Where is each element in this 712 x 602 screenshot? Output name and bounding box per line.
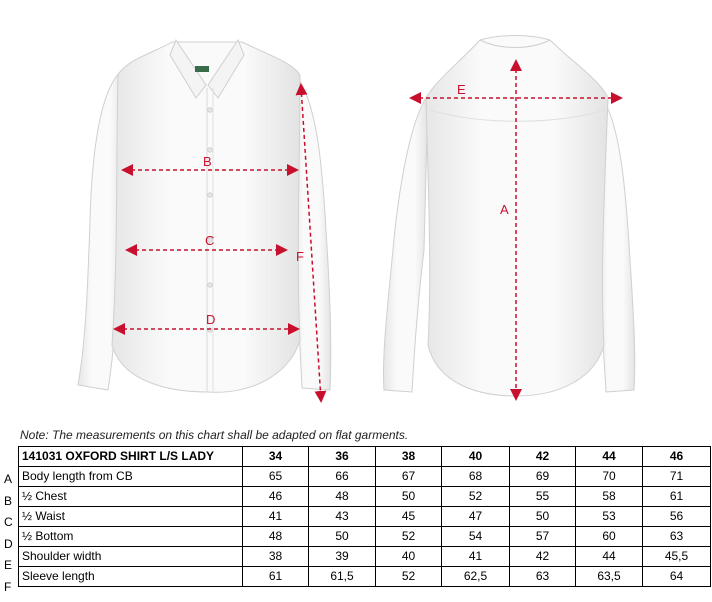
- row-label: ½ Chest: [19, 487, 243, 507]
- table-cell: 57: [510, 527, 576, 547]
- table-row: [19, 507, 711, 527]
- row-key-column: [4, 469, 18, 598]
- table-cell: 41: [442, 547, 510, 567]
- row-label: Sleeve length: [19, 567, 243, 587]
- table-cell: 61: [643, 487, 711, 507]
- size-header: 44: [576, 447, 643, 467]
- table-row: [19, 467, 711, 487]
- table-cell: 40: [376, 547, 442, 567]
- table-cell: 42: [510, 547, 576, 567]
- back-shirt: [383, 36, 634, 397]
- table-cell: 45: [376, 507, 442, 527]
- table-cell: 70: [576, 467, 643, 487]
- size-header: 46: [643, 447, 711, 467]
- row-label: ½ Waist: [19, 507, 243, 527]
- row-label: ½ Bottom: [19, 527, 243, 547]
- table-cell: 55: [510, 487, 576, 507]
- table-cell: 39: [309, 547, 376, 567]
- dimension-b-label: B: [203, 154, 212, 169]
- table-cell: 43: [309, 507, 376, 527]
- row-key-e: E: [4, 558, 13, 572]
- row-key-d: D: [4, 536, 13, 551]
- front-shirt: [78, 40, 331, 392]
- table-cell: 52: [376, 527, 442, 547]
- size-header: 38: [376, 447, 442, 467]
- row-key-c: C: [4, 515, 13, 529]
- table-cell: 47: [442, 507, 510, 527]
- table-cell: 48: [243, 527, 309, 547]
- dimension-e-label: E: [457, 82, 466, 97]
- table-cell: 50: [510, 507, 576, 527]
- table-cell: 60: [576, 527, 643, 547]
- dimension-d-label: D: [206, 312, 216, 327]
- table-cell: 62,5: [442, 567, 510, 587]
- size-header: 34: [243, 447, 309, 467]
- row-key-f: F: [4, 579, 12, 594]
- table-row: [19, 487, 711, 507]
- table-cell: 69: [510, 467, 576, 487]
- table-cell: 38: [243, 547, 309, 567]
- row-key-a: A: [4, 472, 13, 486]
- measurement-note: Note: The measurements on this chart shall be adapted on flat garments.: [20, 428, 409, 442]
- table-cell: 58: [576, 487, 643, 507]
- table-cell: 63,5: [576, 567, 643, 587]
- dimension-a-label: A: [500, 202, 509, 217]
- row-key-b: B: [4, 493, 13, 508]
- table-row: [19, 547, 711, 567]
- table-cell: 66: [309, 467, 376, 487]
- size-chart-table: [18, 446, 711, 587]
- table-cell: 63: [643, 527, 711, 547]
- table-cell: 65: [243, 467, 309, 487]
- table-cell: 50: [309, 527, 376, 547]
- table-cell: 63: [510, 567, 576, 587]
- size-header: 42: [510, 447, 576, 467]
- table-cell: 46: [243, 487, 309, 507]
- table-cell: 52: [376, 567, 442, 587]
- dimension-c-label: C: [205, 233, 215, 248]
- table-cell: 61,5: [309, 567, 376, 587]
- table-cell: 71: [643, 467, 711, 487]
- row-label: Body length from CB: [19, 467, 243, 487]
- size-header: 36: [309, 447, 376, 467]
- table-cell: 61: [243, 567, 309, 587]
- table-cell: 67: [376, 467, 442, 487]
- table-title: 141031 OXFORD SHIRT L/S LADY: [19, 447, 243, 467]
- table-row: [19, 527, 711, 547]
- table-cell: 53: [576, 507, 643, 527]
- table-cell: 56: [643, 507, 711, 527]
- row-label: Shoulder width: [19, 547, 243, 567]
- table-cell: 44: [576, 547, 643, 567]
- table-cell: 50: [376, 487, 442, 507]
- table-cell: 68: [442, 467, 510, 487]
- table-cell: 48: [309, 487, 376, 507]
- table-header-row: [19, 447, 711, 467]
- table-cell: 41: [243, 507, 309, 527]
- table-cell: 54: [442, 527, 510, 547]
- table-row: [19, 567, 711, 587]
- size-header: 40: [442, 447, 510, 467]
- table-cell: 52: [442, 487, 510, 507]
- table-cell: 45,5: [643, 547, 711, 567]
- table-cell: 64: [643, 567, 711, 587]
- dimension-f-label: F: [296, 249, 304, 264]
